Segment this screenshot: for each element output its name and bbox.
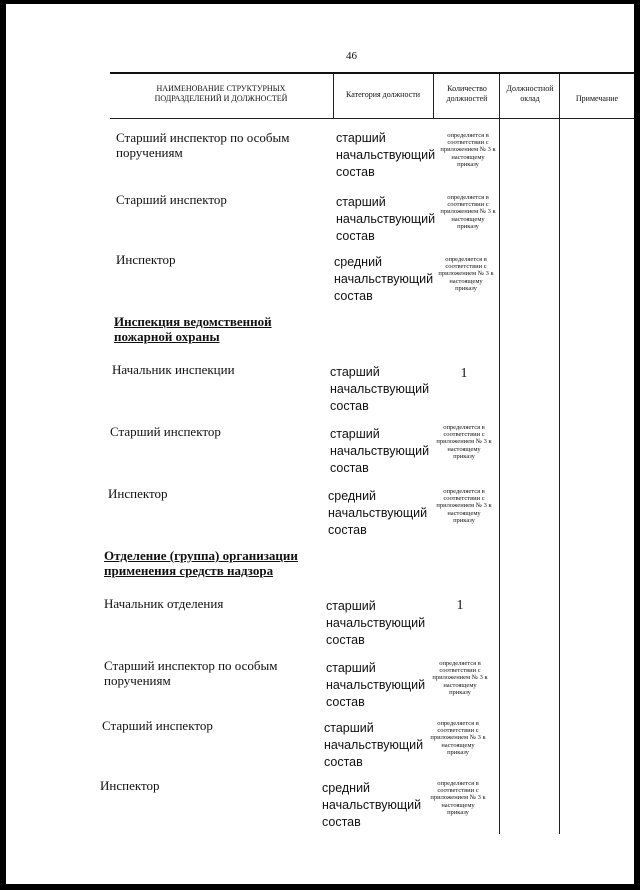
header-quantity: Количество должностей <box>446 84 488 103</box>
position-name: Начальник инспекции <box>112 362 235 377</box>
position-name: Старший инспектор по особым поручениям <box>116 130 290 160</box>
position-name: Старший инспектор <box>102 718 213 733</box>
position-category: старший начальствующий состав <box>324 721 424 769</box>
position-name: Старший инспектор <box>116 192 227 207</box>
header-category: Категория должности <box>346 90 420 99</box>
position-category: старший начальствующий состав <box>326 661 426 709</box>
position-name: Инспектор <box>108 486 168 501</box>
position-category: старший начальствующий состав <box>326 599 426 647</box>
section-heading: Отделение (группа) организации применения средств надзора <box>104 548 298 578</box>
col-divider-1 <box>333 74 334 118</box>
position-quantity: определяется в соответствии с приложением № 3 к настоящему приказу <box>436 424 492 460</box>
col-divider-2 <box>433 74 434 118</box>
section-heading: Инспекция ведомственной пожарной охраны <box>114 314 272 344</box>
header-name: НАИМЕНОВАНИЕ СТРУКТУРНЫХ ПОДРАЗДЕЛЕНИЙ И ДОЛЖНОСТЕЙ <box>154 84 288 103</box>
position-name: Старший инспектор <box>110 424 221 439</box>
position-quantity: 1 <box>456 598 464 613</box>
position-name: Начальник отделения <box>104 596 224 611</box>
col-divider-4 <box>559 74 560 834</box>
position-category: старший начальствующий состав <box>336 131 436 179</box>
position-name: Инспектор <box>116 252 176 267</box>
position-category: средний начальствующий состав <box>334 255 434 303</box>
col-divider-3 <box>499 74 500 834</box>
position-quantity: определяется в соответствии с приложением № 3 к настоящему приказу <box>438 256 494 292</box>
header-salary: Должностной оклад <box>506 84 554 103</box>
position-quantity: 1 <box>460 366 468 381</box>
position-name: Инспектор <box>100 778 160 793</box>
position-category: старший начальствующий состав <box>330 427 430 475</box>
page-number: 46 <box>346 50 357 62</box>
position-quantity: определяется в соответствии с приложением № 3 к настоящему приказу <box>432 660 488 696</box>
header-note: Примечание <box>575 94 619 103</box>
position-quantity: определяется в соответствии с приложением № 3 к настоящему приказу <box>440 132 496 168</box>
position-name: Старший инспектор по особым поручениям <box>104 658 278 688</box>
position-category: средний начальствующий состав <box>328 489 428 537</box>
position-quantity: определяется в соответствии с приложением № 3 к настоящему приказу <box>436 488 492 524</box>
header-bottom-rule <box>110 118 634 119</box>
document-page <box>6 4 634 884</box>
position-category: средний начальствующий состав <box>322 781 422 829</box>
table-top-rule <box>110 72 634 74</box>
position-category: старший начальствующий состав <box>336 195 436 243</box>
position-quantity: определяется в соответствии с приложением № 3 к настоящему приказу <box>430 720 486 756</box>
position-quantity: определяется в соответствии с приложением № 3 к настоящему приказу <box>440 194 496 230</box>
position-quantity: определяется в соответствии с приложением № 3 к настоящему приказу <box>430 780 486 816</box>
position-category: старший начальствующий состав <box>330 365 430 413</box>
